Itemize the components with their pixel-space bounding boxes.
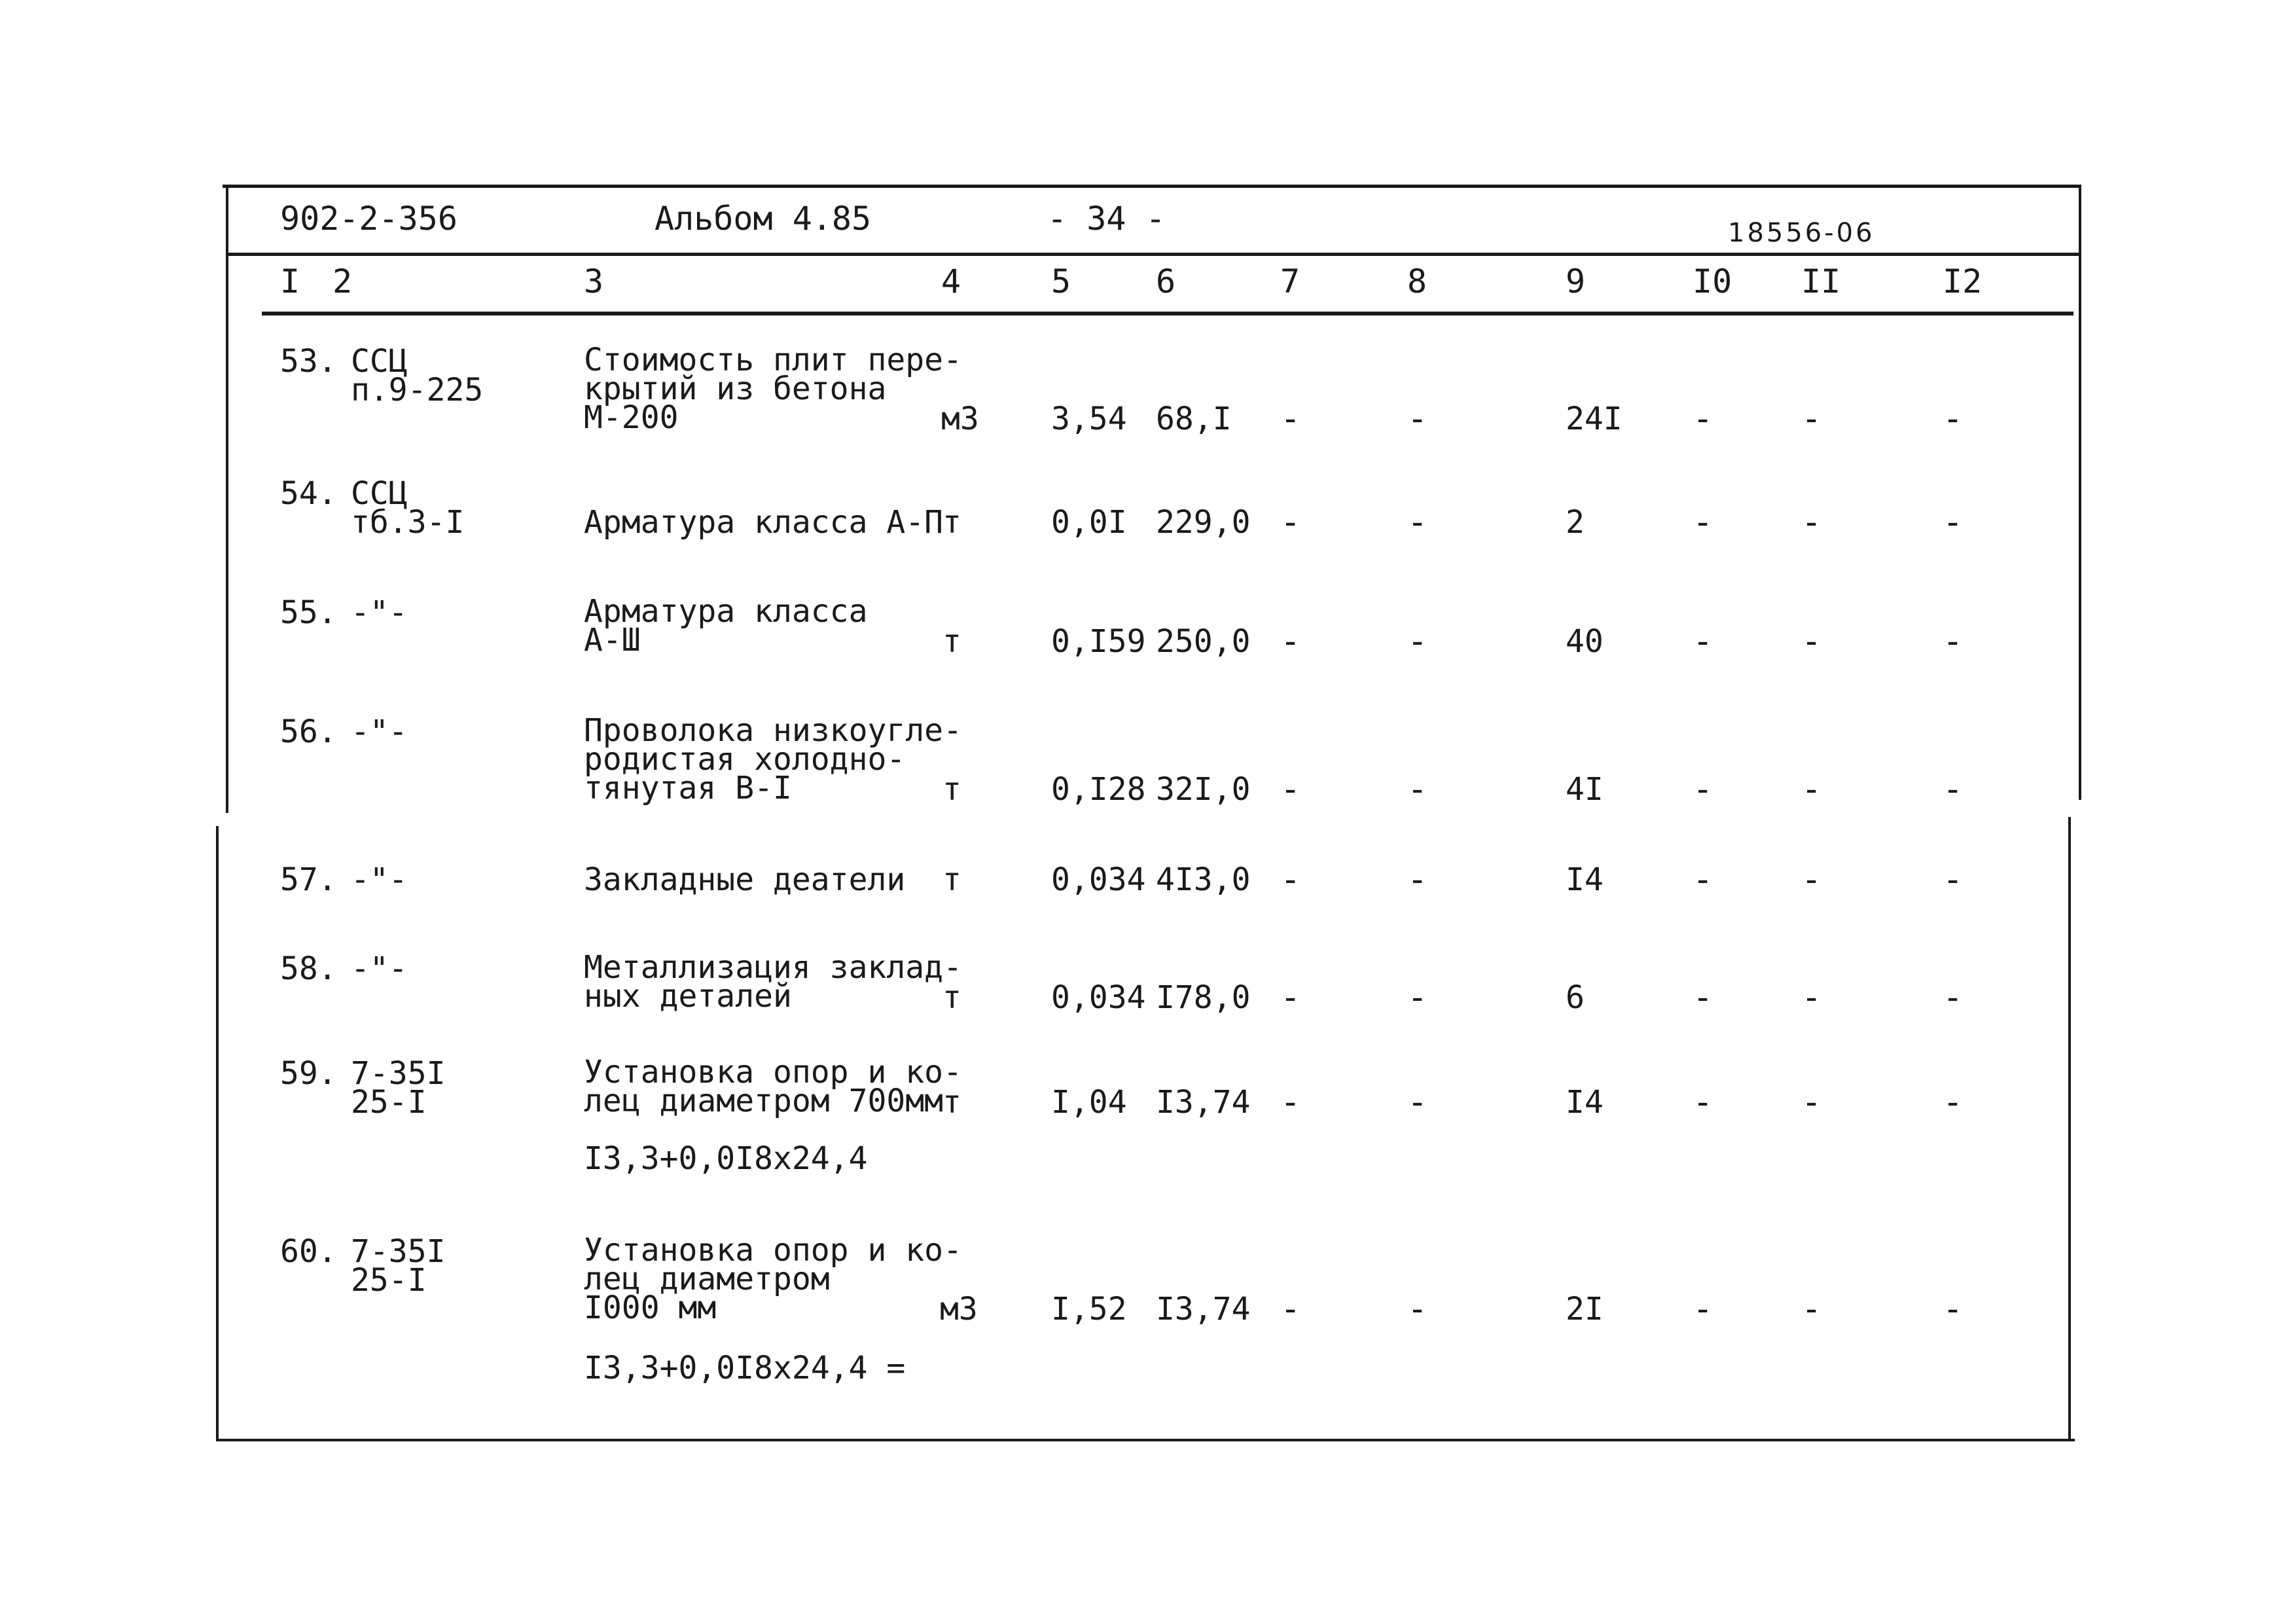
reference-line: -"- [351, 861, 408, 898]
row-number: 58. [280, 950, 337, 987]
description-line: Арматура класса [584, 593, 868, 630]
description-line: Установка опор и ко- [584, 1232, 962, 1269]
unit: м3 [940, 1291, 978, 1327]
row-number: 53. [280, 343, 337, 380]
col8-value: - [1407, 1083, 1428, 1122]
description-line: Стоимость плит пере- [584, 342, 962, 378]
header-rule [226, 253, 2081, 256]
description-line: лец диаметром [584, 1261, 830, 1297]
col11-value: - [1801, 978, 1822, 1017]
column-header-11: II [1801, 262, 1841, 300]
unit: т [942, 771, 961, 808]
col12-value: - [1943, 399, 1964, 439]
description-line: Закладные деатели [584, 861, 906, 898]
col12-value: - [1943, 622, 1964, 661]
document-code: 902-2-356 [280, 200, 457, 238]
reference-line: -"- [351, 594, 408, 631]
col10-value: - [1693, 399, 1713, 439]
reference-line: 7-35I [351, 1055, 446, 1092]
unit: т [942, 979, 961, 1016]
col7-value: - [1280, 622, 1301, 661]
description-line: лец диаметром 700мм [584, 1083, 944, 1119]
unit: м3 [941, 401, 979, 437]
total-cost: I4 [1566, 861, 1604, 898]
col10-value: - [1693, 860, 1713, 899]
col12-value: - [1943, 978, 1964, 1017]
col8-value: - [1407, 503, 1428, 542]
left-border-upper [226, 185, 228, 813]
reference-line: 7-35I [351, 1233, 446, 1270]
column-header-3: 3 [584, 262, 604, 300]
row-number: 59. [280, 1055, 337, 1092]
unit-price: 4I3,0 [1156, 861, 1251, 898]
col10-value: - [1693, 622, 1713, 661]
row-number: 56. [280, 713, 337, 750]
unit-price: I3,74 [1156, 1291, 1251, 1327]
unit-price: I78,0 [1156, 979, 1251, 1016]
col8-value: - [1407, 622, 1428, 661]
col8-value: - [1407, 1290, 1428, 1329]
col8-value: - [1407, 399, 1428, 439]
right-border-upper [2079, 185, 2081, 800]
row-number: 54. [280, 475, 337, 512]
unit-price: 229,0 [1156, 504, 1251, 541]
description-line: Арматура класса А-П [584, 504, 944, 541]
col8-value: - [1407, 770, 1428, 809]
quantity: 0,I28 [1051, 771, 1146, 808]
unit-price: 68,I [1156, 401, 1232, 437]
calculation-formula: I3,3+0,0I8x24,4 [584, 1140, 868, 1177]
column-header-7: 7 [1280, 262, 1300, 300]
column-header-4: 4 [941, 262, 961, 300]
quantity: 3,54 [1051, 401, 1127, 437]
col10-value: - [1693, 978, 1713, 1017]
description-line: Проволока низкоугле- [584, 712, 962, 749]
column-header-12: I2 [1943, 262, 1982, 300]
col7-value: - [1280, 860, 1301, 899]
total-cost: 6 [1566, 979, 1585, 1016]
column-header-2: 2 [332, 262, 353, 300]
col8-value: - [1407, 978, 1428, 1017]
reference-line: -"- [351, 950, 408, 987]
unit-price: 32I,0 [1156, 771, 1251, 808]
column-header-9: 9 [1566, 262, 1586, 300]
quantity: 0,034 [1051, 861, 1146, 898]
quantity: 0,034 [1051, 979, 1146, 1016]
reference-line: 25-I [351, 1084, 427, 1121]
top-border [223, 185, 2081, 188]
col12-value: - [1943, 503, 1964, 542]
total-cost: 4I [1566, 771, 1604, 808]
page-number: - 34 - [1047, 200, 1166, 238]
unit: т [942, 504, 961, 541]
col10-value: - [1693, 770, 1713, 809]
calculation-formula: I3,3+0,0I8x24,4 = [584, 1350, 906, 1386]
total-cost: 24I [1566, 401, 1623, 437]
unit-price: 250,0 [1156, 623, 1251, 660]
description-line: родистая холодно- [584, 741, 906, 778]
col11-value: - [1801, 399, 1822, 439]
left-border-lower [216, 826, 219, 1441]
col12-value: - [1943, 1290, 1964, 1329]
reference-line: ССЦ [351, 475, 408, 512]
reference-line: ССЦ [351, 343, 408, 380]
col11-value: - [1801, 860, 1822, 899]
col7-value: - [1280, 978, 1301, 1017]
quantity: 0,0I [1051, 504, 1127, 541]
reference-line: тб.3-I [351, 504, 465, 541]
col7-value: - [1280, 503, 1301, 542]
col7-value: - [1280, 399, 1301, 439]
quantity: I,04 [1051, 1084, 1127, 1121]
col10-value: - [1693, 1290, 1713, 1329]
col10-value: - [1693, 503, 1713, 542]
column-header-1: I [280, 262, 300, 300]
column-header-8: 8 [1407, 262, 1427, 300]
unit: т [942, 1084, 961, 1121]
column-header-6: 6 [1156, 262, 1176, 300]
col12-value: - [1943, 770, 1964, 809]
description-line: Металлизация заклад- [584, 949, 962, 986]
col8-value: - [1407, 860, 1428, 899]
col11-value: - [1801, 503, 1822, 542]
description-line: ных деталей [584, 978, 792, 1015]
description-line: тянутая В-I [584, 770, 792, 806]
archive-stamp: 18556-06 [1728, 218, 1875, 248]
total-cost: 2 [1566, 504, 1585, 541]
unit: т [942, 861, 961, 898]
column-header-5: 5 [1051, 262, 1071, 300]
reference-line: -"- [351, 713, 408, 750]
col12-value: - [1943, 1083, 1964, 1122]
total-cost: 40 [1566, 623, 1604, 660]
reference-line: 25-I [351, 1262, 427, 1299]
col11-value: - [1801, 1290, 1822, 1329]
column-header-rule [262, 312, 2073, 316]
quantity: I,52 [1051, 1291, 1127, 1327]
row-number: 57. [280, 861, 337, 898]
column-header-10: I0 [1693, 262, 1732, 300]
row-number: 55. [280, 594, 337, 631]
description-line: I000 мм [584, 1290, 717, 1326]
bottom-border [216, 1439, 2075, 1441]
description-line: М-200 [584, 399, 679, 436]
album-number: Альбом 4.85 [655, 200, 872, 238]
description-line: А-Ш [584, 622, 641, 659]
col11-value: - [1801, 770, 1822, 809]
col11-value: - [1801, 1083, 1822, 1122]
total-cost: 2I [1566, 1291, 1604, 1327]
unit: т [942, 623, 961, 660]
quantity: 0,I59 [1051, 623, 1146, 660]
description-line: Установка опор и ко- [584, 1054, 962, 1091]
row-number: 60. [280, 1233, 337, 1270]
col10-value: - [1693, 1083, 1713, 1122]
description-line: крытий из бетона [584, 370, 887, 407]
unit-price: I3,74 [1156, 1084, 1251, 1121]
col7-value: - [1280, 770, 1301, 809]
right-border-lower [2068, 817, 2071, 1441]
reference-line: п.9-225 [351, 372, 484, 408]
col7-value: - [1280, 1290, 1301, 1329]
col7-value: - [1280, 1083, 1301, 1122]
col12-value: - [1943, 860, 1964, 899]
total-cost: I4 [1566, 1084, 1604, 1121]
col11-value: - [1801, 622, 1822, 661]
